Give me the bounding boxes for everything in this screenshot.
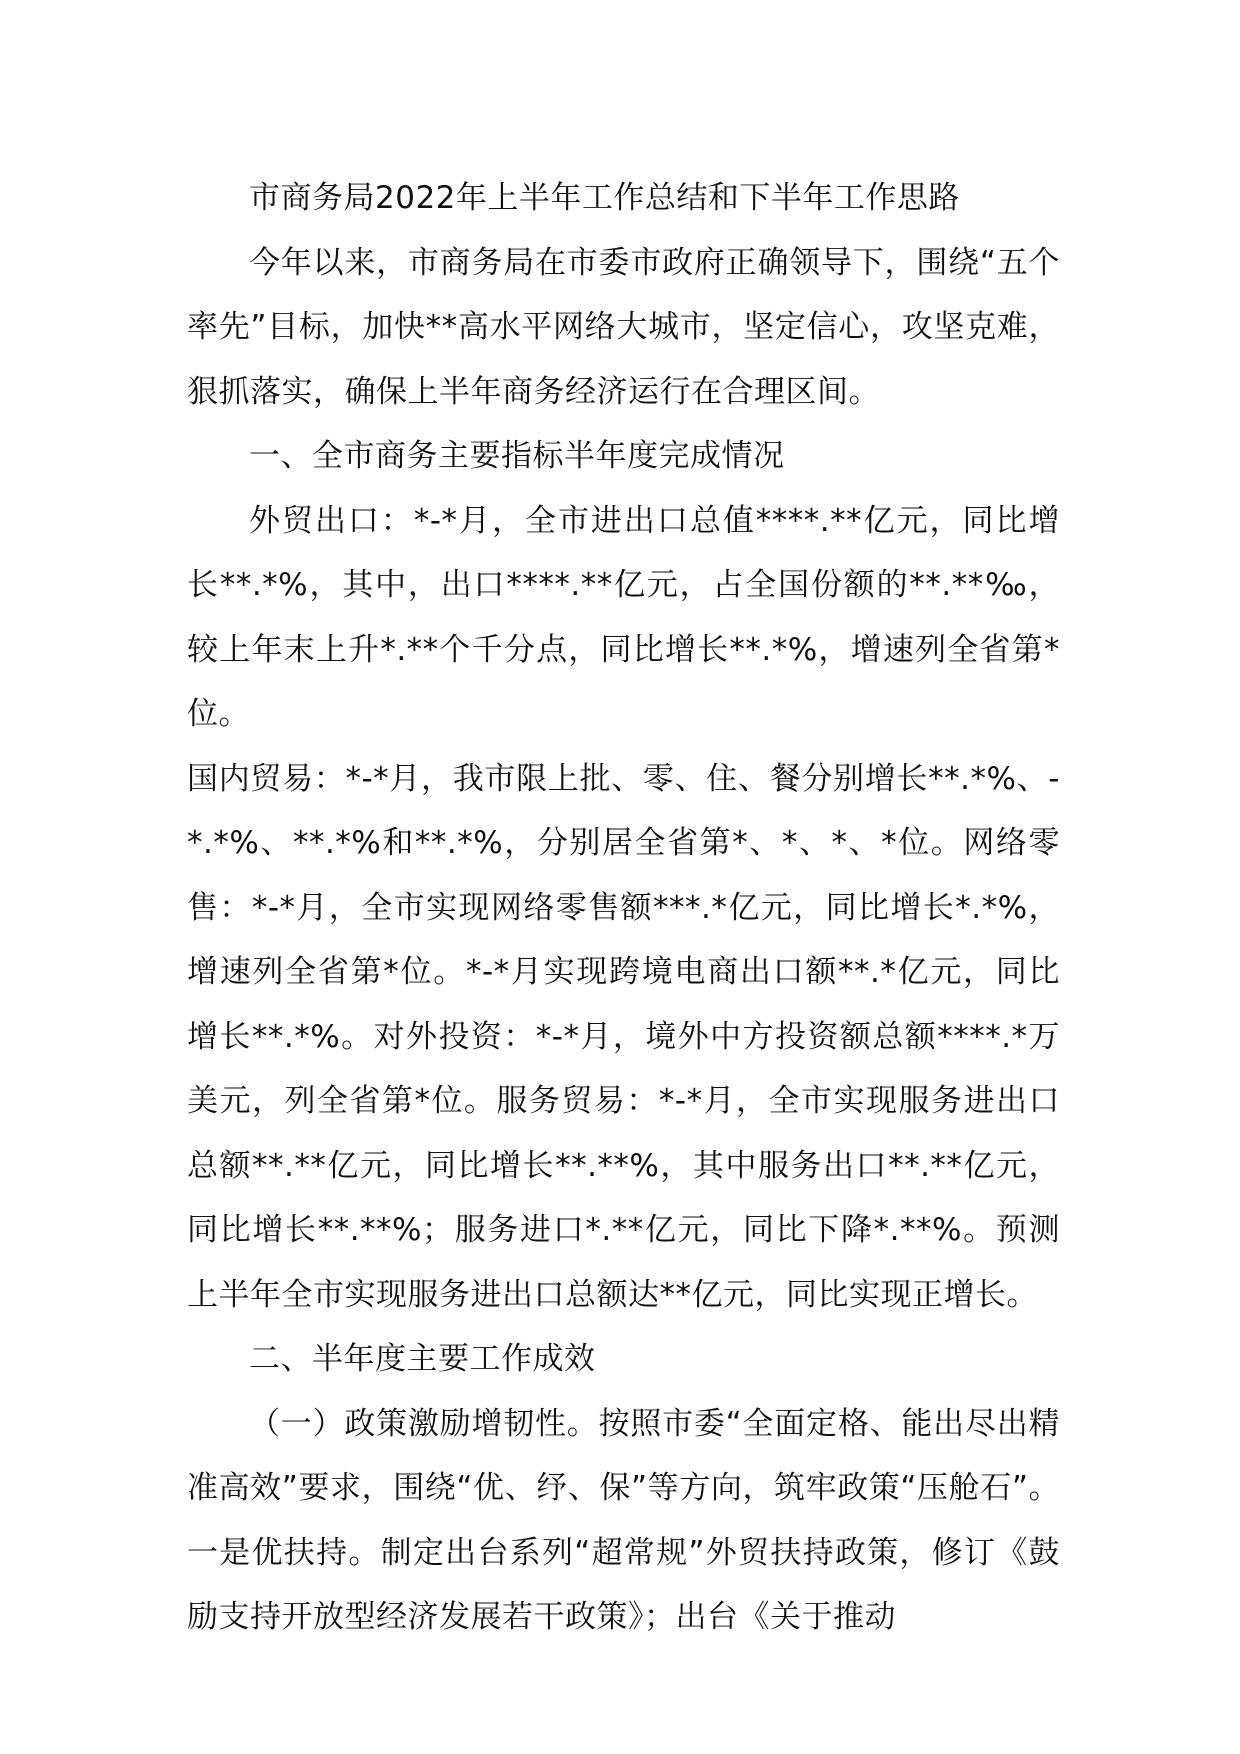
foreign-trade-paragraph: 外贸出口：*-*月，全市进出口总值****.**亿元，同比增长**.*%，其中，出口****.**亿元，占全国份额的**.**‰，较上年末上升*.**个千分点，同比增长**.*%，增速列全省第*位。 bbox=[187, 502, 1060, 732]
document-title: 市商务局2022年上半年工作总结和下半年工作思路 bbox=[249, 180, 960, 216]
domestic-trade-paragraph: 国内贸易：*-*月，我市限上批、零、住、餐分别增长**.*%、-*.*%、**.*%和**.*%，分别居全省第*、*、*、*位。网络零售：*-*月，全市实现网络零售额***.*亿元，同比增长*.*%，增速列全省第*位。*-*月实现跨境电商出口额**.*亿元，同比增长**.*%。对外投资：*-*月，境外中方投资额总额****.*万美元，列全省第*位。服务贸易：*-*月，全市实现服务进出口总额**.**亿元，同比增长**.**%，其中服务出口**.**亿元，同比增长**.**%；服务进口*.**亿元，同比下降*.**%。预测上半年全市实现服务进出口总额达**亿元，同比实现正增长。 bbox=[187, 760, 1060, 1313]
intro-paragraph: 今年以来，市商务局在市委市政府正确领导下，围绕“五个率先”目标，加快**高水平网络大城市，坚定信心，攻坚克难，狠抓落实，确保上半年商务经济运行在合理区间。 bbox=[187, 244, 1060, 410]
section-heading-1: 一、全市商务主要指标半年度完成情况 bbox=[249, 438, 785, 474]
document-body bbox=[187, 166, 1060, 1650]
policy-paragraph: （一）政策激励增韧性。按照市委“全面定格、能出尽出精准高效”要求，围绕“优、纾、保”等方向，筑牢政策“压舱石”。一是优扶持。制定出台系列“超常规”外贸扶持政策，修订《鼓励支持开放型经济发展若干政策》；出台《关于推动 bbox=[187, 1405, 1060, 1635]
section-heading-2: 二、半年度主要工作成效 bbox=[249, 1341, 596, 1377]
